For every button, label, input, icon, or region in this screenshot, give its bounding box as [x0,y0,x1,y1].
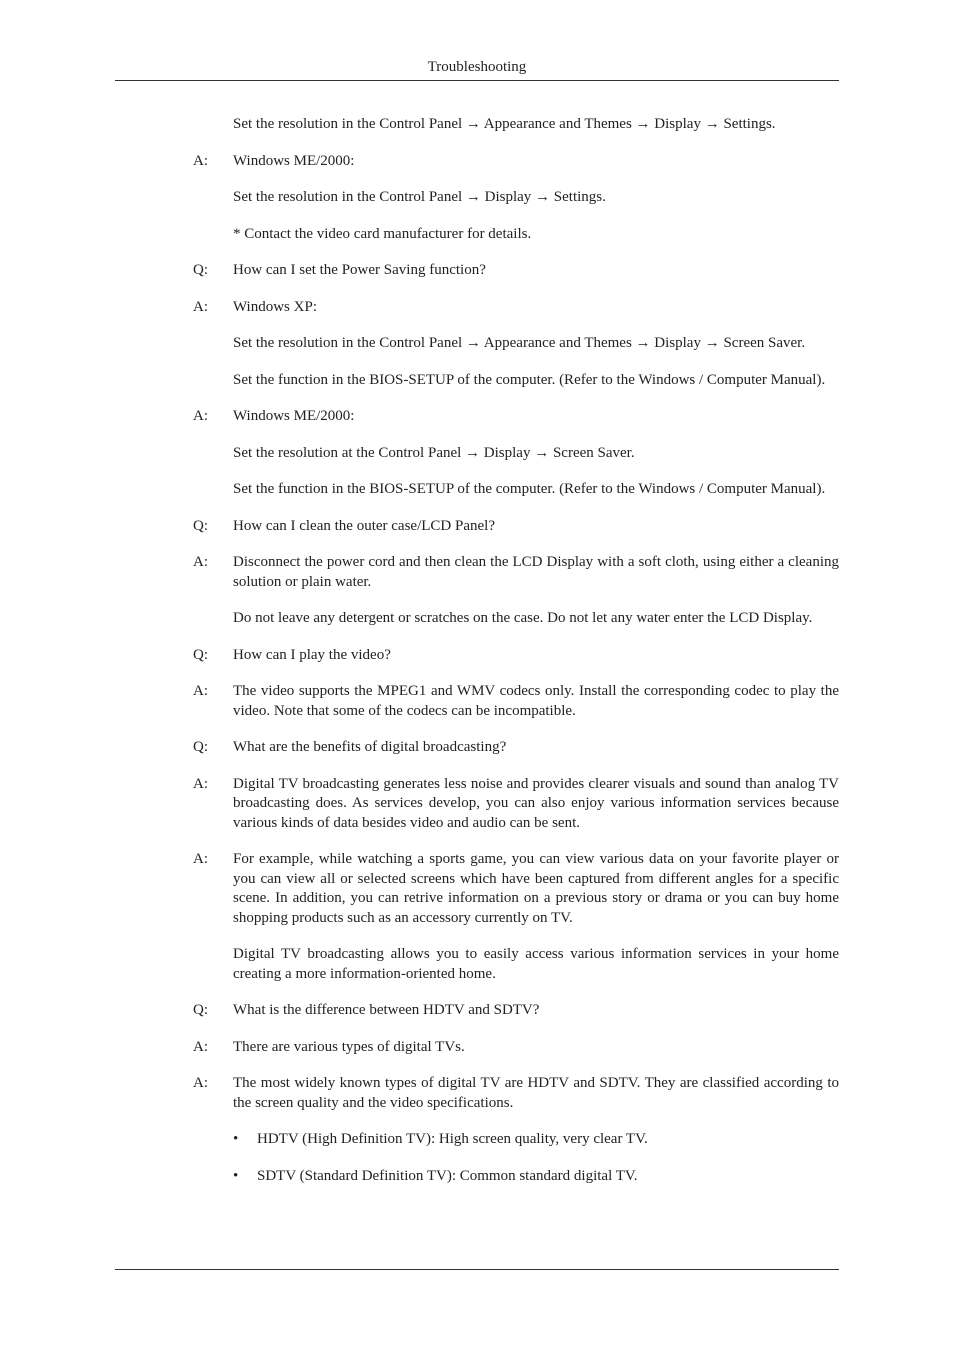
entry-text: Set the function in the BIOS-SETUP of the computer. (Refer to the Windows / Computer Manual). [233,371,826,388]
faq-paragraph [193,188,839,208]
faq-paragraph [193,444,839,464]
faq-paragraph [193,945,839,984]
entry-label: A: [193,408,208,424]
faq-question [193,738,839,758]
entry-text: Set the resolution in the Control Panel → Appearance and Themes → Display → Screen Saver. [233,335,806,351]
faq-answer [193,682,839,721]
entry-text: How can I clean the outer case/LCD Panel? [233,517,495,534]
faq-paragraph [193,225,839,245]
entry-text: Set the resolution in the Control Panel → Appearance and Themes → Display → Settings. [233,116,776,132]
faq-paragraph [193,371,839,391]
entry-label: A: [193,683,208,699]
entry-label: Q: [193,739,208,755]
entry-text: What are the benefits of digital broadcasting? [233,739,507,755]
entry-text: What is the difference between HDTV and SDTV? [233,1002,540,1018]
entry-label [193,115,233,135]
entry-text: Set the resolution in the Control Panel → Display → Settings. [233,189,606,205]
entry-text: Disconnect the power cord and then clean the LCD Display with a soft cloth, using either a cleaning solution or plain water. [233,554,839,590]
bullet-list [193,1130,839,1186]
page-header-title: Troubleshooting [427,59,527,75]
footer-divider [115,1269,839,1270]
bullet-text: SDTV (Standard Definition TV): Common standard digital TV. [257,1167,638,1184]
entry-text: For example, while watching a sports game, you can view various data on your favorite player or you can view all or selected screens which have been captured from different angles for a specific scene. In addition, you can retrive information on a previous story or drama or you can buy home shopping products such as an accessory currently on TV. [233,851,839,926]
bullet-item [233,1130,839,1150]
faq-answer [193,152,839,172]
entry-label: A: [193,298,208,315]
entry-label [193,371,233,391]
entry-text: There are various types of digital TVs. [233,1038,465,1055]
faq-entries [193,115,839,1113]
entry-label: A: [193,554,208,570]
entry-label: Q: [193,262,208,278]
entry-label: A: [193,1038,208,1055]
entry-text: How can I set the Power Saving function? [233,262,486,278]
entry-label [193,945,233,984]
faq-question [193,1001,839,1021]
faq-question [193,646,839,666]
entry-label: Q: [193,1002,208,1018]
faq-answer [193,850,839,928]
faq-paragraph [193,115,839,135]
header-divider [115,80,839,81]
faq-question [193,517,839,537]
bullet-item [233,1167,839,1187]
faq-answer [193,1074,839,1113]
entry-text: Windows ME/2000: [233,152,355,169]
entry-text: Windows ME/2000: [233,408,355,424]
entry-text: Windows XP: [233,298,317,315]
entry-text: Digital TV broadcasting allows you to easily access various information services in your home creating a more information-oriented home. [233,946,839,982]
bullet-text: HDTV (High Definition TV): High screen quality, very clear TV. [257,1131,648,1147]
entry-text: Do not leave any detergent or scratches on the case. Do not let any water enter the LCD Display. [233,610,813,626]
entry-label [193,225,233,245]
entry-label [193,334,233,354]
faq-paragraph [193,334,839,354]
entry-text: The most widely known types of digital TV are HDTV and SDTV. They are classified according to the screen quality and the video specifications. [233,1075,839,1111]
faq-answer [193,553,839,592]
entry-label: A: [193,152,208,169]
entry-text: Digital TV broadcasting generates less noise and provides clearer visuals and sound than analog TV broadcasting does. As services develop, you can also enjoy various information services because various kinds of data besides video and audio can be sent. [233,775,839,831]
entry-text: How can I play the video? [233,646,391,663]
faq-question [193,261,839,281]
entry-text: Set the resolution at the Control Panel → Display → Screen Saver. [233,444,635,461]
bullet-marker: • [233,1131,239,1147]
faq-answer [193,298,839,318]
entry-label [193,188,233,208]
entry-label [193,609,233,629]
entry-label: A: [193,851,208,867]
entry-label: A: [193,775,208,792]
faq-answer [193,775,839,834]
bullet-marker: • [233,1167,239,1184]
entry-label: A: [193,1075,208,1091]
faq-paragraph [193,609,839,629]
entry-text: * Contact the video card manufacturer for details. [233,225,532,242]
entry-label [193,480,233,500]
entry-label [193,444,233,464]
entry-label: Q: [193,517,208,534]
entry-text: Set the function in the BIOS-SETUP of the computer. (Refer to the Windows / Computer Manual). [233,481,826,497]
faq-paragraph [193,480,839,500]
faq-answer [193,1038,839,1058]
entry-label: Q: [193,646,208,663]
faq-content [193,115,839,1203]
entry-text: The video supports the MPEG1 and WMV codecs only. Install the corresponding codec to play the video. Note that some of the codecs can be incompatible. [233,683,839,719]
faq-answer [193,407,839,427]
